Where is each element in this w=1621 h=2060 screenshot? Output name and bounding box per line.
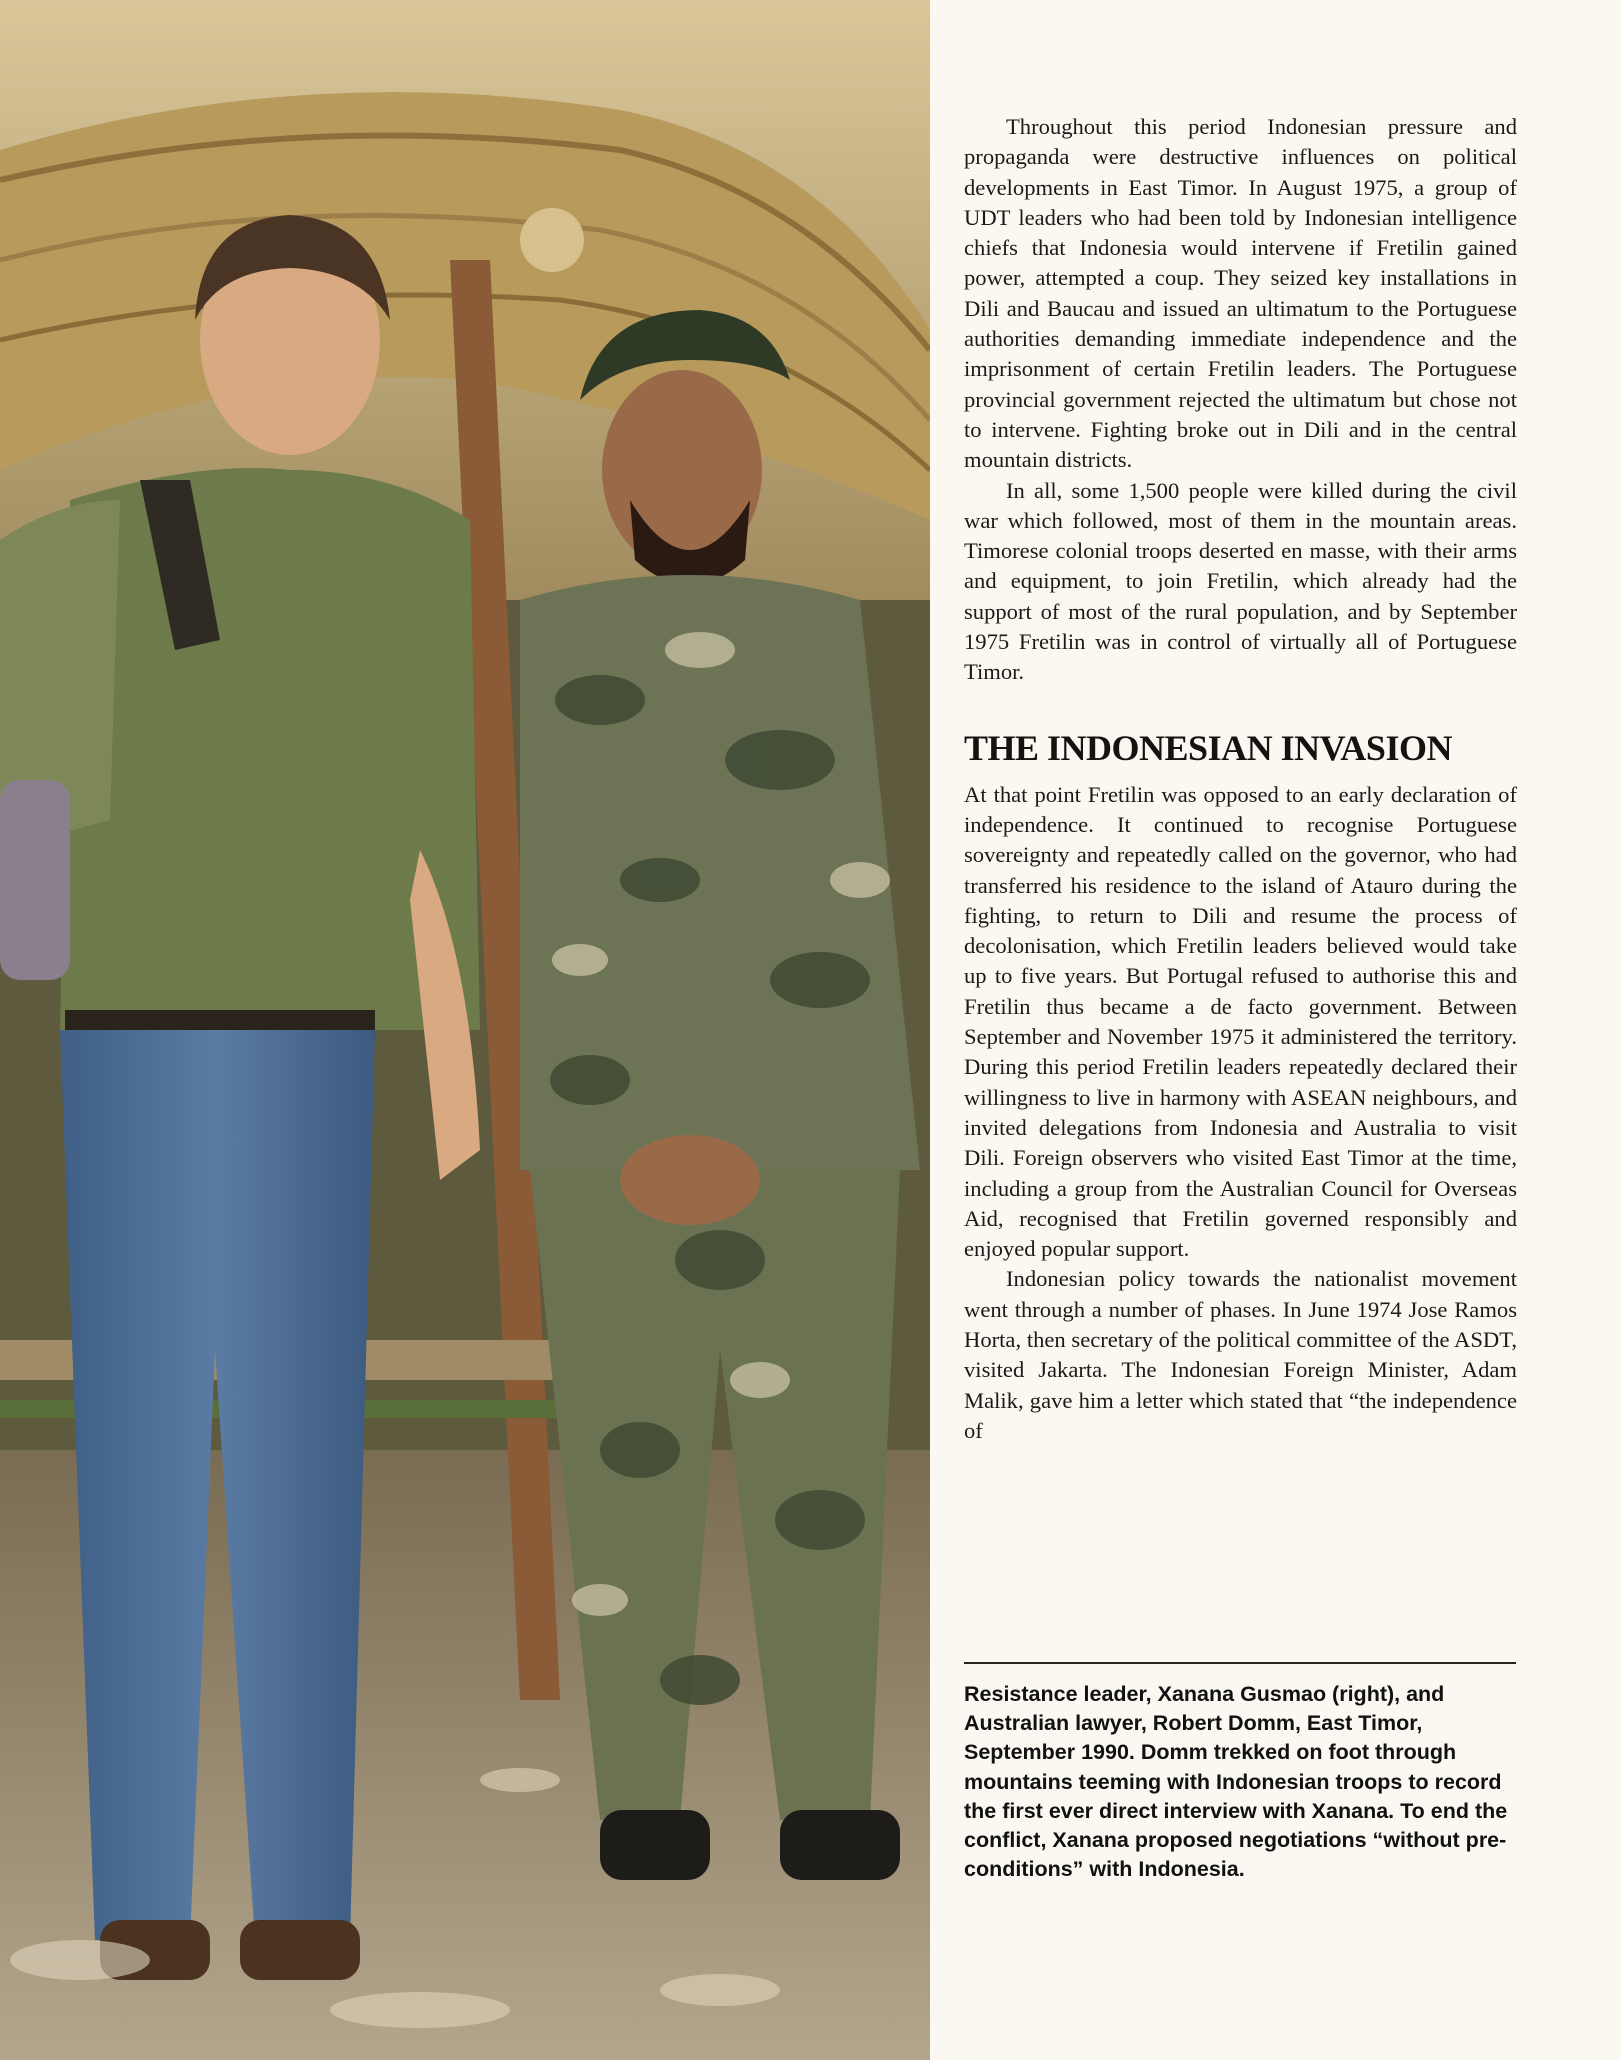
- article-body: [964, 112, 1517, 1446]
- paragraph-3: At that point Fretilin was opposed to an early declaration of independence. It continued to recognise Portuguese sovereignty and repeatedly called on the governor, who had transferred his residence to the island of Atauro during the fighting, to return to Dili and resume the process of decolonisation, which Fretilin leaders believed would take up to five years. But Portugal refused to authorise this and Fretilin thus became a de facto government. Between September and November 1975 it administered the territory. During this period Fretilin leaders repeatedly declared their willingness to live in harmony with ASEAN neighbours, and invited delegations from Indonesia and Australia to visit Dili. Foreign observers who visited East Timor at the time, including a group from the Australian Council for Overseas Aid, recognised that Fretilin governed responsibly and enjoyed popular support.: [964, 781, 1517, 1262]
- caption-divider: [964, 1662, 1516, 1664]
- paragraph-4: Indonesian policy towards the nationalist movement went through a number of phases. In June 1974 Jose Ramos Horta, then secretary of the political committee of the ASDT, visited Jakarta. The Indonesian Foreign Minister, Adam Malik, gave him a letter which stated that “the independence of: [964, 1266, 1517, 1443]
- section-heading: THE INDONESIAN INVASION: [964, 727, 1452, 768]
- photo-caption: Resistance leader, Xanana Gusmao (right), and Australian lawyer, Robert Domm, East Timor, September 1990. Domm trekked on foot through mountains teeming with Indonesian troops to record the first ever direct interview with Xanana. To end the conflict, Xanana proposed negotiations “without pre-conditions” with Indonesia.: [964, 1682, 1508, 1882]
- paragraph-1: Throughout this period Indonesian pressure and propaganda were destructive influences on political developments in East Timor. In August 1975, a group of UDT leaders who had been told by Indonesian intelligence chiefs that Indonesia would intervene if Fretilin gained power, attempted a coup. They seized key installations in Dili and Baucau and issued an ultimatum to the Portuguese authorities demanding immediate independence and the imprisonment of certain Fretilin leaders. The Portuguese provincial government rejected the ultimatum but chose not to intervene. Fighting broke out in Dili and in the central mountain districts.: [964, 114, 1517, 473]
- paragraph-2: In all, some 1,500 people were killed during the civil war which followed, most of them in the mountain areas. Timorese colonial troops deserted en masse, with their arms and equipment, to join Fretilin, which already had the support of most of the rural population, and by September 1975 Fretilin was in control of virtually all of Portuguese Timor.: [964, 477, 1517, 685]
